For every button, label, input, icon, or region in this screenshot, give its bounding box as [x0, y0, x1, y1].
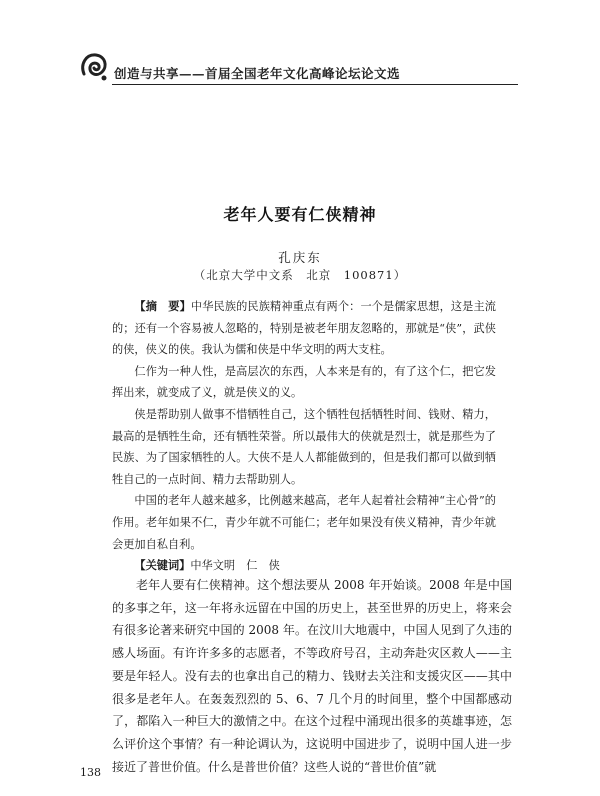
abstract-paragraph: 侠是帮助别人做事不惜牺牲自己，这个牺牲包括牺牲时间、钱财、精力，最高的是牺牲生命，还有牺牲荣誉。所以最伟大的侠就是烈士，就是那些为了民族、为了国家牺牲的人。大侠不是人人都能做到的，但是我们都可以做到牺牲自己的一点时间、精力去帮助别人。: [112, 407, 496, 486]
article-title: 老年人要有仁侠精神: [223, 205, 377, 224]
running-title: 创造与共享——首届全国老年文化高峰论坛论文选: [114, 66, 401, 81]
spiral-logo-icon: [78, 50, 112, 88]
body-text: [112, 574, 512, 778]
abstract-label: 【摘 要】: [134, 299, 191, 313]
body-paragraph: 老年人要有仁侠精神。这个想法要从 2008 年开始谈。2008 年是中国的多事之年，这一年将永远留在中国的历史上，甚至世界的历史上，将来会有很多论著来研究中国的 2008 年。在汶川大地震中，中国人见到了久违的感人场面。有许许多多的志愿者，不等政府号召，主动奔赴灾区救人——主要是年轻人。没有去的也拿出自己的精力、钱财去关注和支援灾区——其中很多是老年人。在轰轰烈烈的 5、6、7 几个月的时间里，整个中国都感动了，都陷入一种巨大的激情之中。在这个过程中涌现出很多的英雄事迹，怎么评价这个事情？有一种论调认为，这说明中国进步了，说明中国人进一步接近了普世价值。什么是普世价值？这些人说的“普世价值”就: [112, 578, 512, 774]
abstract-paragraph: 中国的老年人越来越多，比例越来越高，老年人起着社会精神“主心骨”的作用。老年如果不仁，青少年就不可能仁；老年如果没有侠义精神，青少年就会更加自私自利。: [112, 494, 496, 551]
abstract: [112, 296, 496, 577]
keywords-label: 【关键词】: [134, 558, 191, 573]
running-header: [78, 50, 518, 90]
keywords-text: 中华文明 仁 侠: [190, 559, 280, 573]
abstract-paragraph: 【摘 要】中华民族的民族精神重点有两个：一个是儒家思想，这是主流的；还有一个容易被人忽略的，特别是被老年朋友忽略的，那就是“侠”，武侠的侠，侠义的侠。我认为儒和侠是中华文明的两大支柱。: [112, 299, 496, 357]
header-rule: [112, 84, 518, 85]
abstract-paragraph: 仁作为一种人性，是高层次的东西，人本来是有的，有了这个仁，把它发挥出来，就变成了义，就是侠义的义。: [112, 364, 496, 400]
article-author: 孔庆东: [278, 250, 322, 265]
article-affiliation: （北京大学中文系 北京 100871）: [193, 268, 407, 282]
page-number: 138: [80, 766, 101, 779]
